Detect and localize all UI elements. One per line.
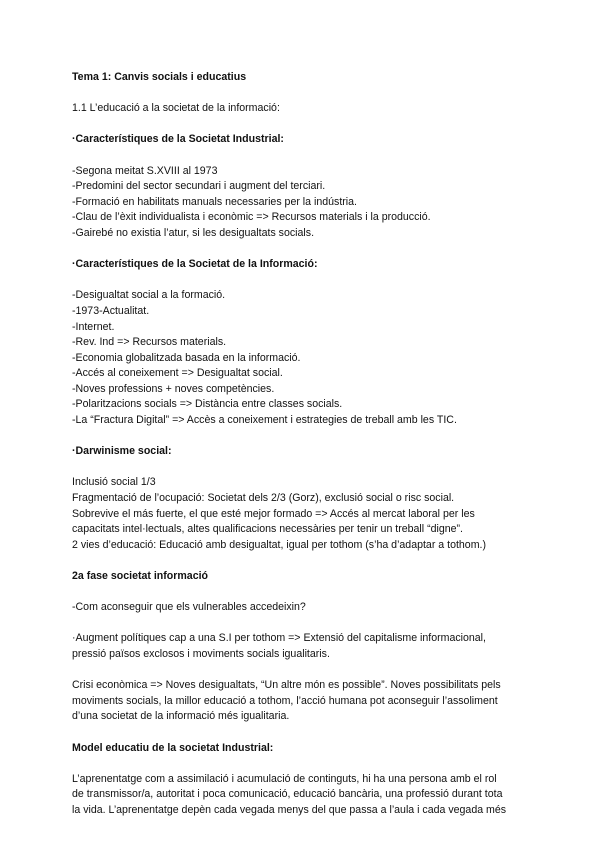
list-item: -Formació en habilitats manuals necessaries per la indústria. xyxy=(72,195,357,208)
paragraph-line: capacitats intel·lectuals, altes qualificacions necessàries per tenir un treball “digne”. xyxy=(72,523,463,536)
list-item: -La “Fractura Digital” => Accès a coneixement i estrategies de treball amb les TIC. xyxy=(72,414,457,427)
paragraph-line: ·Augment polítiques cap a una S.I per tothom => Extensió del capitalisme informacional, xyxy=(72,632,486,645)
list-item: -Clau de l’èxit individualista i econòmic => Recursos materials i la producció. xyxy=(72,211,431,224)
list-item: -1973-Actualitat. xyxy=(72,304,150,317)
document-title: Tema 1: Canvis socials i educatius xyxy=(72,71,247,83)
paragraph-line: la vida. L’aprenentatge depèn cada vegada menys del que passa a l’aula i cada vegada més xyxy=(72,803,507,816)
paragraph-line: moviments socials, la millor educació a tothom, l’acció humana pot aconseguir l’assoliment xyxy=(72,694,498,707)
paragraph-line: Fragmentació de l’ocupació: Societat dels 2/3 (Gorz), exclusió social o risc social. xyxy=(72,492,455,505)
paragraph-line: de transmissor/a, autoritat i poca comunicació, educació bancària, una professió durant tota xyxy=(72,788,503,801)
paragraph-line: L’aprenentatge com a assimilació i acumulació de continguts, hi ha una persona amb el rol xyxy=(72,772,497,785)
spacer xyxy=(72,242,532,258)
spacer xyxy=(72,585,532,601)
spacer xyxy=(72,460,532,476)
spacer xyxy=(72,429,532,445)
spacer xyxy=(72,273,532,289)
spacer xyxy=(72,616,532,632)
list-item: -Noves professions + noves competències. xyxy=(72,382,275,395)
spacer xyxy=(72,756,532,772)
list-item: -Segona meitat S.XVIII al 1973 xyxy=(72,164,218,177)
paragraph-line: 2 vies d’educació: Educació amb desigualtat, igual per tothom (s’ha d’adaptar a tothom.) xyxy=(72,538,486,551)
document-page xyxy=(72,70,532,819)
spacer xyxy=(72,725,532,741)
paragraph-line: d’una societat de la informació més igualitaria. xyxy=(72,710,290,723)
heading-educational-model: Model educatiu de la societat Industrial: xyxy=(72,741,274,754)
paragraph-line: pressió països exclosos i moviments socials igualitaris. xyxy=(72,647,330,660)
spacer xyxy=(72,663,532,679)
paragraph-line: Inclusió social 1/3 xyxy=(72,476,156,489)
list-item: -Predomini del sector secundari i augment del terciari. xyxy=(72,180,326,193)
spacer xyxy=(72,148,532,164)
list-item: -Gairebé no existia l’atur, si les desigualtats socials. xyxy=(72,226,315,239)
heading-industrial-society: ·Característiques de la Societat Industrial: xyxy=(72,133,284,146)
list-item: -Economia globalitzada basada en la informació. xyxy=(72,351,301,364)
question-line: -Com aconseguir que els vulnerables accedeixin? xyxy=(72,601,306,614)
spacer xyxy=(72,117,532,133)
list-item: -Rev. Ind => Recursos materials. xyxy=(72,336,227,349)
paragraph-line: Crisi econòmica => Noves desigualtats, “Un altre món es possible”. Noves possibilitats pels xyxy=(72,679,501,692)
section-subtitle: 1.1 L’educació a la societat de la informació: xyxy=(72,102,280,115)
list-item: -Accés al coneixement => Desigualtat social. xyxy=(72,367,283,380)
heading-second-phase: 2a fase societat informació xyxy=(72,570,209,582)
list-item: -Internet. xyxy=(72,320,115,333)
list-item: -Desigualtat social a la formació. xyxy=(72,289,226,302)
spacer xyxy=(72,86,532,102)
heading-information-society: ·Característiques de la Societat de la Informació: xyxy=(72,258,318,271)
spacer xyxy=(72,553,532,569)
heading-social-darwinism: ·Darwinisme social: xyxy=(72,445,172,458)
list-item: -Polaritzacions socials => Distància entre classes socials. xyxy=(72,398,343,411)
paragraph-line: Sobrevive el más fuerte, el que esté mejor formado => Accés al mercat laboral per les xyxy=(72,507,475,520)
